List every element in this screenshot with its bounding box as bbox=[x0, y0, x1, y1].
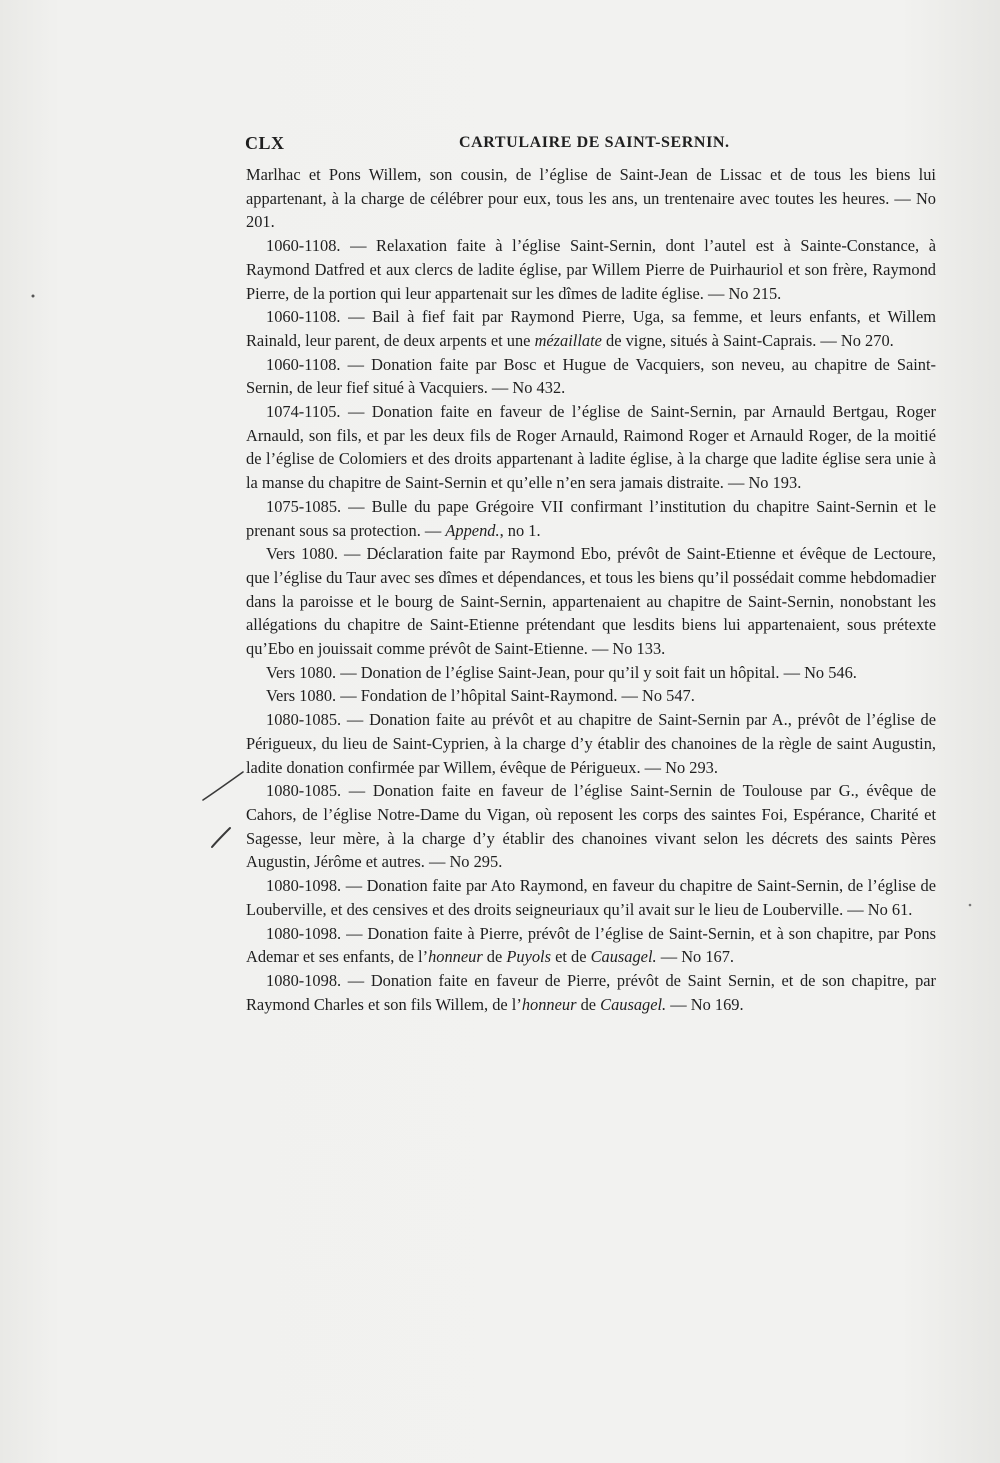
entry-1080-1085-cahors: 1080-1085. — Donation faite en faveur de l’église Saint-Sernin de Toulouse par G., évêque de Cahors, de l’église Notre-Dame du Vigan, où reposent les corps des saintes Foi, Espérance, Charité et Sagesse, leur mère, à la charge d’y établir des chanoines vivant selon les décrets des saints Pères Augustin, Jérôme et autres. — No 295. bbox=[246, 781, 936, 872]
entry-date: 1080-1098. bbox=[266, 970, 342, 990]
entry-date: 1074-1105. bbox=[266, 402, 341, 422]
speck-mark bbox=[32, 295, 35, 298]
entry-vers-1080-fondation: Vers 1080. — Fondation de l’hôpital Saint-Raymond. — No 547. bbox=[266, 686, 695, 706]
entry-1060-1108-bail: 1060-1108. — Bail à fief fait par Raymond Pierre, Uga, sa femme, et leurs enfants, et Willem Rainald, leur parent, de deux arpents et une mézaillate de vigne, situés à Saint-Caprais. — No 270. bbox=[246, 307, 936, 350]
entry-vers-1080-hopital: Vers 1080. — Donation de l’église Saint-Jean, pour qu’il y soit fait un hôpital. — No 546. bbox=[266, 662, 857, 682]
running-title: CARTULAIRE DE SAINT-SERNIN. bbox=[459, 134, 730, 151]
page-header bbox=[245, 133, 935, 159]
pencil-stroke-mark bbox=[203, 772, 243, 800]
pencil-stroke-mark bbox=[212, 828, 230, 847]
entry-date: 1080-1085. bbox=[266, 710, 342, 730]
folio-number: CLX bbox=[245, 133, 285, 153]
entry-date: Vers 1080. bbox=[266, 662, 337, 682]
entry-1080-1098-puyols: 1080-1098. — Donation faite à Pierre, prévôt de l’église de Saint-Sernin, et à son chapitre, par Pons Ademar et ses enfants, de l’honneur de Puyols et de Causagel. — No 167. bbox=[246, 923, 936, 967]
entry-1080-1085-perigueux: 1080-1085. — Donation faite au prévôt et au chapitre de Saint-Sernin par A., prévôt de l’église de Périgueux, du lieu de Saint-Cyprien, à la charge d’y établir des chanoines de la règle de saint Augustin, ladite donation confirmée par Willem, évêque de Périgueux. — No 293. bbox=[246, 710, 936, 777]
entry-date: Vers 1080. bbox=[266, 544, 339, 564]
body-text bbox=[246, 163, 936, 1016]
entry-1075-1085: 1075-1085. — Bulle du pape Grégoire VII confirmant l’institution du chapitre Saint-Sernin et le prenant sous sa protection. — Append., no 1. bbox=[246, 496, 936, 540]
entry-vers-1080-declaration: Vers 1080. — Déclaration faite par Raymond Ebo, prévôt de Saint-Etienne et évêque de Lectoure, que l’église du Taur avec ses dîmes et dépendances, et tous les biens qu’il possédait comme hebdomadier dans la paroisse et le bourg de Saint-Sernin, appartenaient au chapitre de Saint-Sernin, nonobstant les allégations du chapitre de Saint-Etienne prétendant que lesdits biens lui appartenaient, sous prétexte qu’Ebo en jouissait comme prévôt de Saint-Etienne. — No 133. bbox=[246, 544, 936, 659]
entry-continuation: Marlhac et Pons Willem, son cousin, de l’église de Saint-Jean de Lissac et de tous les biens lui appartenant, à la charge de célébrer pour eux, tous les ans, un trentenaire avec toutes les heures. — No 201. bbox=[246, 165, 936, 232]
entry-1080-1098-causagel: 1080-1098. — Donation faite en faveur de Pierre, prévôt de Saint Sernin, et de son chapitre, par Raymond Charles et son fils Willem, de l’honneur de Causagel. — No 169. bbox=[246, 970, 936, 1014]
speck-mark bbox=[969, 904, 972, 907]
entry-date: 1080-1098. bbox=[266, 876, 342, 896]
entry-date: 1060-1108. bbox=[266, 307, 341, 327]
entry-1080-1098-louberville: 1080-1098. — Donation faite par Ato Raymond, en faveur du chapitre de Saint-Sernin, de l’église de Louberville, et des censives et des droits seigneuriaux qu’il avait sur le lieu de Louberville. — No 61. bbox=[246, 876, 936, 919]
entry-date: 1075-1085. bbox=[266, 496, 342, 516]
entry-1060-1108-vacquiers: 1060-1108. — Donation faite par Bosc et Hugue de Vacquiers, son neveu, au chapitre de Saint-Sernin, de leur fief situé à Vacquiers. — No 432. bbox=[246, 354, 936, 398]
entry-date: 1080-1098. bbox=[266, 923, 342, 943]
entry-1060-1108-relaxation: 1060-1108. — Relaxation faite à l’église Saint-Sernin, dont l’autel est à Sainte-Constance, à Raymond Datfred et aux clercs de ladite église, par Willem Pierre de Puirhauriol et son frère, Raymond Pierre, de la portion qui leur appartenait sur les dîmes de ladite église. — No 215. bbox=[246, 236, 936, 303]
entry-date: 1080-1085. bbox=[266, 781, 342, 801]
entry-date: 1060-1108. bbox=[266, 354, 341, 374]
entry-date: Vers 1080. bbox=[266, 686, 337, 706]
entry-date: 1060-1108. bbox=[266, 236, 341, 256]
entry-1074-1105: 1074-1105. — Donation faite en faveur de l’église de Saint-Sernin, par Arnauld Bertgau, Roger Arnauld, son fils, et par les deux fils de Roger Arnauld, Raimond Roger et Arnauld Roger, de la moitié de l’église de Colomiers et des droits appartenant à ladite église, à la charge que ladite église sera unie à la manse du chapitre de Saint-Sernin et qu’elle n’en sera jamais distraite. — No 193. bbox=[246, 402, 936, 493]
